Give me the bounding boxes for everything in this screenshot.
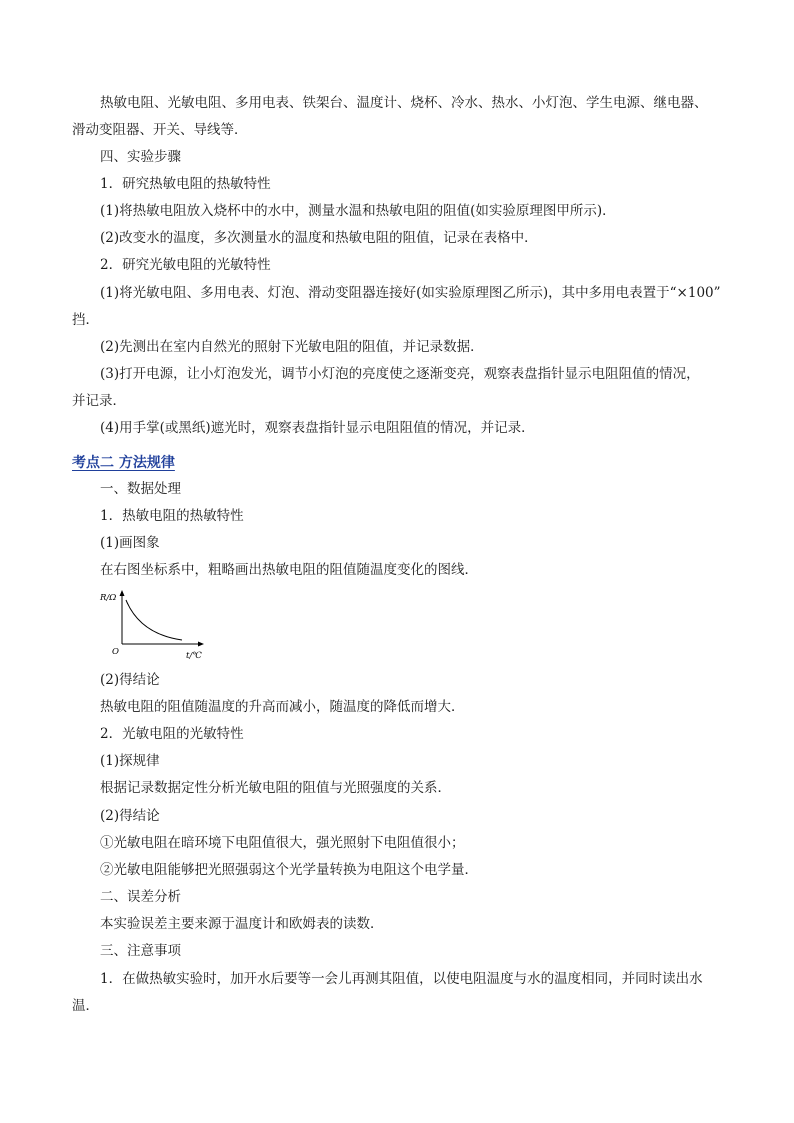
conclusion-2-label: (2)得结论 [100,808,160,824]
explore-text: 根据记录数据定性分析光敏电阻的阻值与光照强度的关系． [100,780,451,796]
resistance-temperature-graph [98,588,208,660]
section-heading-steps: 四、实验步骤 [100,149,181,165]
conclusion-1-label: (2)得结论 [100,672,160,688]
photoresistor-title: 2．光敏电阻的光敏特性 [100,726,244,742]
section-heading-method: 考点二 方法规律 [72,455,175,471]
step-1-item-2: (2)改变水的温度，多次测量水的温度和热敏电阻的阻值，记录在表格中． [100,230,538,246]
precautions-heading: 三、注意事项 [100,943,181,959]
x-axis-arrow [198,642,204,647]
draw-graph-label: (1)画图象 [100,535,160,551]
step-2-item-1: (1)将光敏电阻、多用电表、灯泡、滑动变阻器连接好(如实验原理图乙所示)，其中多用电表置于“×100” [100,285,721,301]
conclusion-1-text: 热敏电阻的阻值随温度的升高而减小，随温度的降低而增大． [100,699,465,715]
step-1-title: 1．研究热敏电阻的热敏特性 [100,176,271,192]
data-processing-heading: 一、数据处理 [100,481,181,497]
error-analysis-text: 本实验误差主要来源于温度计和欧姆表的读数． [100,916,384,932]
explore-label: (1)探规律 [100,753,160,769]
precaution-1: 1．在做热敏实验时，加开水后要等一会儿再测其阻值，以使电阻温度与水的温度相同，并同时读出水 [100,971,703,987]
y-axis-label: R/Ω [100,593,117,603]
conclusion-2-item-1: ①光敏电阻在暗环境下电阻值很大，强光照射下电阻值很小； [100,835,465,851]
step-2-item-4: (4)用手掌(或黑纸)遮光时，观察表盘指针显示电阻阻值的情况，并记录． [100,420,535,436]
precaution-1-cont: 温． [72,998,99,1014]
resistance-curve [126,600,182,640]
materials-line-2: 滑动变阻器、开关、导线等． [72,122,248,138]
step-2-item-2: (2)先测出在室内自然光的照射下光敏电阻的阻值，并记录数据． [100,339,484,355]
draw-graph-instruction: 在右图坐标系中，粗略画出热敏电阻的阻值随温度变化的图线． [100,562,478,578]
origin-label: O [112,647,119,657]
step-2-item-3-cont: 并记录． [72,393,126,409]
conclusion-2-item-2: ②光敏电阻能够把光照强弱这个光学量转换为电阻这个电学量． [100,862,478,878]
thermistor-title: 1．热敏电阻的热敏特性 [100,508,244,524]
x-axis-label: t/℃ [186,651,202,660]
step-2-title: 2．研究光敏电阻的光敏特性 [100,257,271,273]
error-analysis-heading: 二、误差分析 [100,889,181,905]
materials-line-1: 热敏电阻、光敏电阻、多用电表、铁架台、温度计、烧杯、冷水、热水、小灯泡、学生电源、继电器、 [100,95,708,111]
step-2-item-3: (3)打开电源，让小灯泡发光，调节小灯泡的亮度使之逐渐变亮，观察表盘指针显示电阻阻值的情况， [100,366,700,382]
step-2-item-1-cont: 挡． [72,312,99,328]
y-axis-arrow [120,590,125,596]
step-1-item-1: (1)将热敏电阻放入烧杯中的水中，测量水温和热敏电阻的阻值(如实验原理图甲所示)． [100,203,616,219]
